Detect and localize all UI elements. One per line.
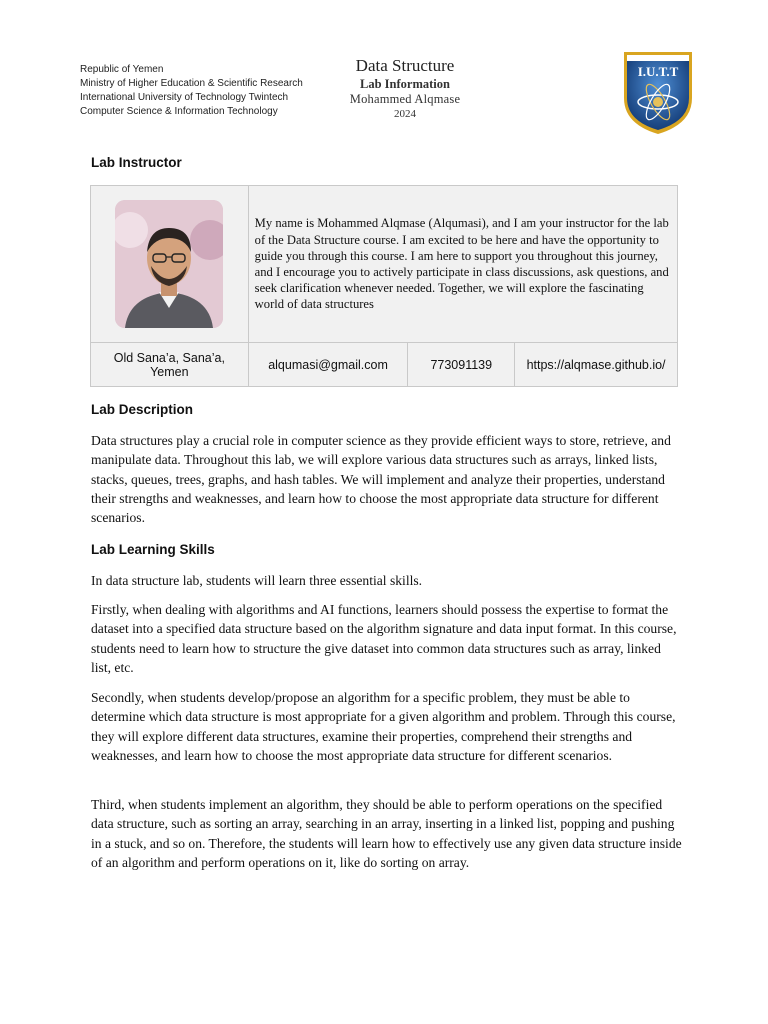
instructor-table <box>90 185 678 387</box>
institution-line: Ministry of Higher Education & Scientific Research <box>80 78 303 89</box>
photo-cell <box>91 186 249 343</box>
address-line: Old Sana’a, Sana’a, <box>113 350 225 365</box>
address-cell <box>91 343 249 387</box>
skill-first-text: Firstly, when dealing with algorithms and AI functions, learners should possess the expertise to format the dataset into a specified data structure based on the algorithm signature and data input format. In this course, students need to learn how to structure the give dataset into common data structures such as array, linked list, etc. <box>91 602 677 675</box>
university-logo <box>620 46 696 136</box>
lab-learning-skills-heading: Lab Learning Skills <box>91 542 215 557</box>
instructor-bio: My name is Mohammed Alqmase (Alqumasi), and I am your instructor for the lab of the Data Structure course. I am excited to be here and have the opportunity to guide you through this course. I am here to support you throughout this journey, and I encourage you to actively participate in class discussions, ask questions, and seek clarification whenever needed. Together, we will explore the fascinating world of data structures <box>248 186 677 343</box>
lab-instructor-heading: Lab Instructor <box>91 155 182 170</box>
institution-block <box>80 63 303 119</box>
document-year: 2024 <box>394 108 416 120</box>
course-title: Data Structure <box>355 56 455 75</box>
address-line: Yemen <box>150 364 189 379</box>
instructor-photo <box>115 200 223 328</box>
phone-number: 773091139 <box>408 343 515 387</box>
institution-line: Computer Science & Information Technology <box>80 106 278 117</box>
email-link[interactable]: alqumasi@gmail.com <box>248 343 408 387</box>
skill-second-text: Secondly, when students develop/propose an algorithm for a specific problem, they must be able to determine which data structure is most appropriate for a given algorithm and problem. Through this course, they will explore different data structures, examine their properties, comprehend their strengths and weaknesses, and learn how to choose the most appropriate data structure for different scenarios. <box>91 690 676 763</box>
website-link[interactable]: https://alqmase.github.io/ <box>515 343 678 387</box>
author-name: Mohammed Alqmase <box>349 92 461 106</box>
logo-text: I.U.T.T <box>637 64 679 79</box>
lab-description-heading: Lab Description <box>91 402 194 417</box>
title-block <box>330 56 480 121</box>
institution-line: International University of Technology Twintech <box>80 92 289 103</box>
institution-line: Republic of Yemen <box>80 64 164 75</box>
skills-intro-text: In data structure lab, students will learn three essential skills. <box>91 573 423 588</box>
document-subtitle: Lab Information <box>360 77 450 91</box>
skill-third-text: Third, when students implement an algorithm, they should be able to perform operations on the specified data structure, such as sorting an array, searching in an array, inserting in a linked list, popping and pushing in a stuck, and so on. Therefore, the students will learn how to effectively use any given data structure inside of an algorithm and perform operations on it, like do sorting on array. <box>91 797 682 870</box>
lab-description-text: Data structures play a crucial role in computer science as they provide efficient ways to store, retrieve, and manipulate data. Throughout this lab, we will explore various data structures such as arrays, linked lists, stacks, queues, trees, graphs, and hash tables. We will implement and analyze their properties, understand their strengths and weaknesses, and learn how to choose the most appropriate data structure for different scenarios. <box>91 433 671 526</box>
